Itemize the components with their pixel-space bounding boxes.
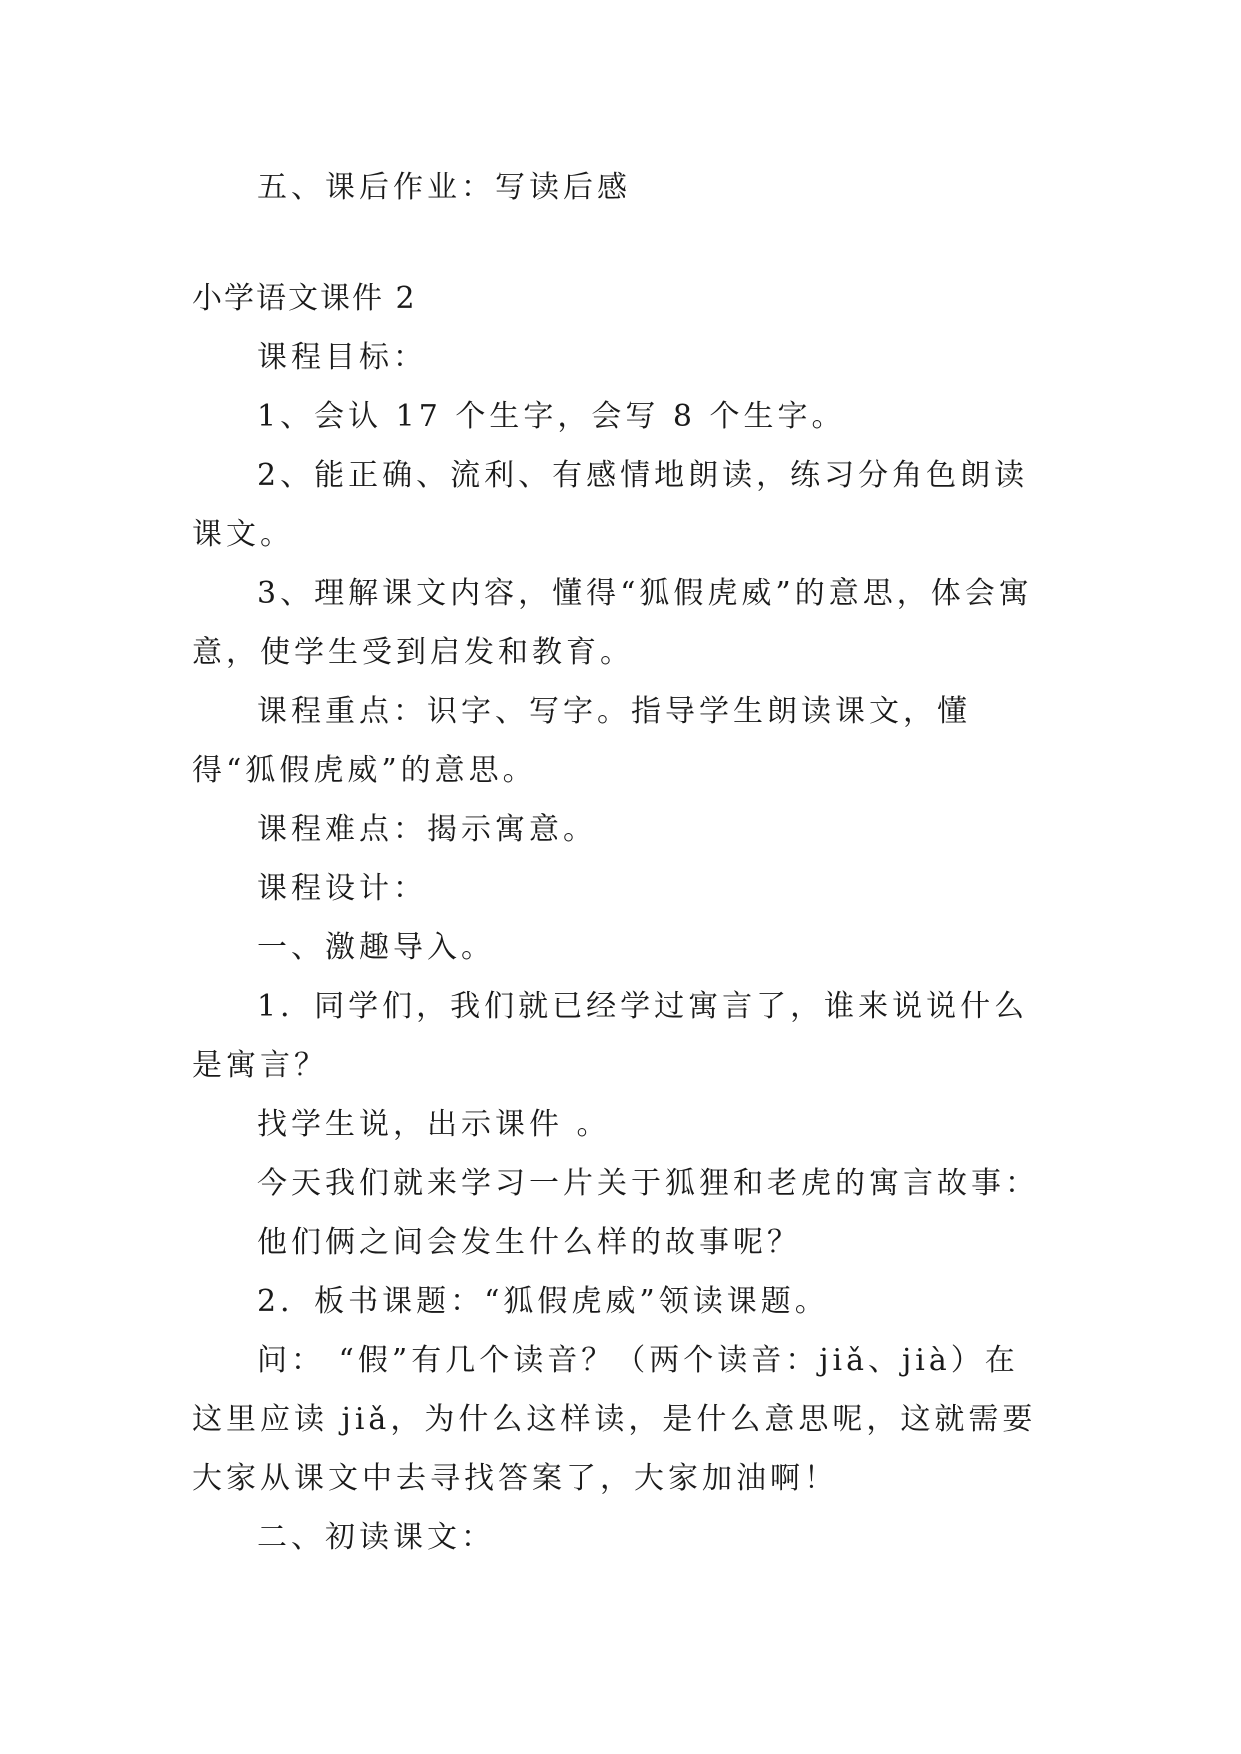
document-body (192, 158, 1052, 1567)
step-2: 2．板书课题：“狐假虎威”领读课题。 (257, 1284, 829, 1319)
section-1-heading: 一、激趣导入。 (257, 930, 495, 965)
objective-3: 3、理解课文内容，懂得“狐假虎威”的意思，体会寓意，使学生受到启发和教育。 (192, 576, 1033, 670)
objective-1: 1、会认 17 个生字，会写 8 个生字。 (257, 399, 846, 434)
pronunciation-question: 问： “假”有几个读音？（两个读音：jiǎ、jià）在这里应读 jiǎ，为什么这样读，是什么意思呢，这就需要大家从课文中去寻找答案了，大家加油啊！ (192, 1343, 1037, 1496)
difficulty: 课程难点：揭示寓意。 (257, 812, 597, 847)
lesson-title: 小学语文课件 2 (192, 281, 417, 316)
objectives-heading: 课程目标： (257, 340, 427, 375)
section-2-heading: 二、初读课文： (257, 1520, 495, 1555)
objective-2: 2、能正确、流利、有感情地朗读，练习分角色朗读课文。 (192, 458, 1029, 552)
homework-line: 五、课后作业：写读后感 (257, 170, 631, 205)
design-heading: 课程设计： (257, 871, 427, 906)
story-question: 他们俩之间会发生什么样的故事呢？ (257, 1225, 801, 1260)
students-say: 找学生说，出示课件 。 (257, 1107, 611, 1142)
step-1: 1．同学们，我们就已经学过寓言了，谁来说说什么是寓言？ (192, 989, 1029, 1083)
today-line: 今天我们就来学习一片关于狐狸和老虎的寓言故事： (257, 1166, 1039, 1201)
key-points: 课程重点：识字、写字。指导学生朗读课文，懂得“狐假虎威”的意思。 (192, 694, 971, 788)
